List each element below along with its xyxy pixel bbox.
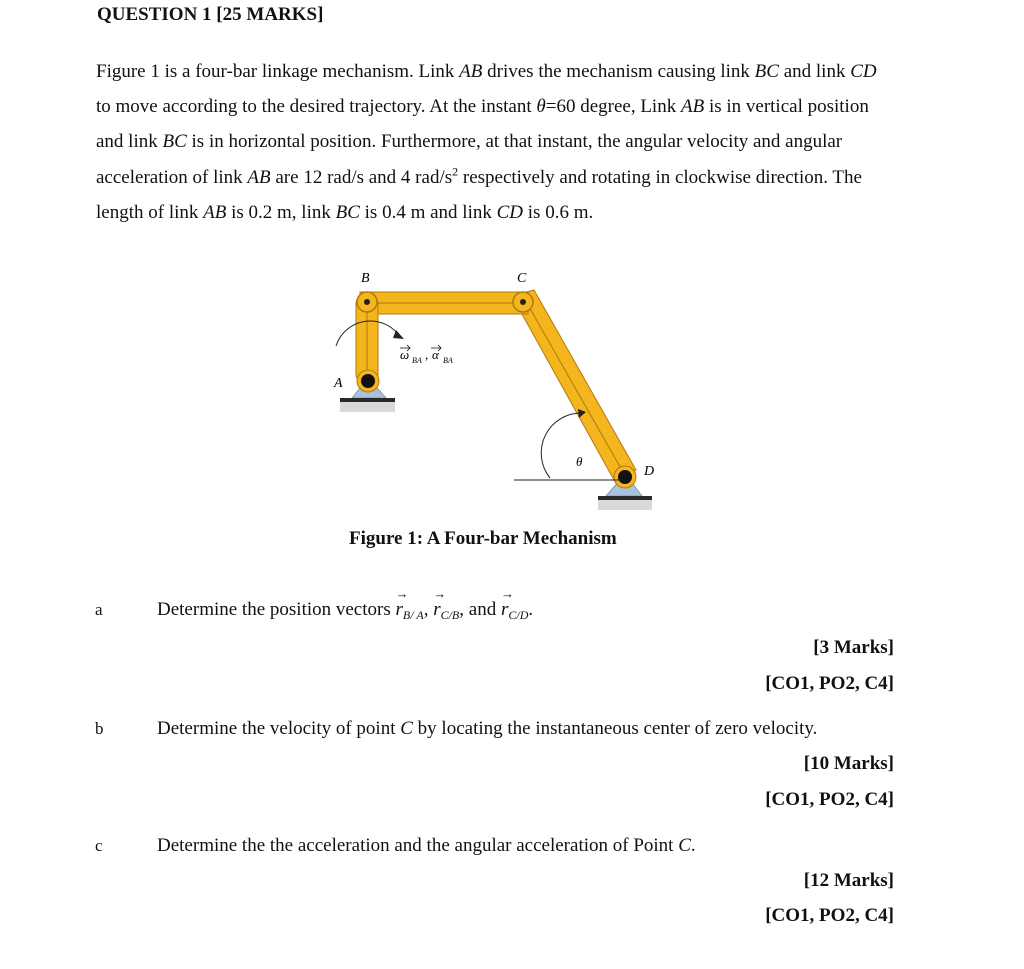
part-c-question: Determine the the acceleration and the angular acceleration of Point C. [157,835,696,856]
label-a: A [334,376,343,391]
svg-text:BA: BA [443,356,453,365]
part-c-marks: [12 Marks] [803,870,894,891]
label-c: C [517,271,527,286]
part-b-outcomes: [CO1, PO2, C4] [765,789,894,810]
question-title: QUESTION 1 [25 MARKS] [97,4,324,25]
part-b-letter: b [95,719,104,738]
question-intro: Figure 1 is a four-bar linkage mechanism. Link AB drives the mechanism causing link BC and link CD to move according to the desired trajectory. At the instant θ=60 degree, Link AB is in vertical position and link BC is in horizontal position. Furthermore, at that instant, the angular velocity and angular acceleration of link AB are 12 rad/s and 4 rad/$s^2$ respectively and rotating in clockwise direction. The length of link AB is 0.2 m, link BC is 0.4 m and link CD is 0.6 m. [96,61,877,223]
omega-alpha-label [400,345,453,365]
part-a-letter: a [95,600,103,619]
label-d: D [644,464,655,479]
part-c-letter: c [95,836,103,855]
part-b-question: Determine the velocity of point C by locating the instantaneous center of zero velocity. [157,718,818,739]
label-theta: θ [576,454,583,469]
figure-caption: Figure 1: A Four-bar Mechanism [349,528,617,549]
svg-text:BA: BA [412,356,422,365]
part-b-marks: [10 Marks] [803,753,894,774]
part-a-question: Determine the position vectors → $r_{B/ A}$, → $r_{C/B}$, and → $r_{C/D}$. [157,586,534,622]
part-a-marks: [3 Marks] [813,637,894,658]
part-a-outcomes: [CO1, PO2, C4] [765,673,894,694]
part-c-outcomes: [CO1, PO2, C4] [765,905,894,926]
svg-text:,: , [425,347,429,362]
four-bar-mechanism-figure [320,258,700,518]
svg-text:α: α [432,347,439,362]
label-b: B [361,271,370,286]
svg-text:ω: ω [400,347,410,362]
